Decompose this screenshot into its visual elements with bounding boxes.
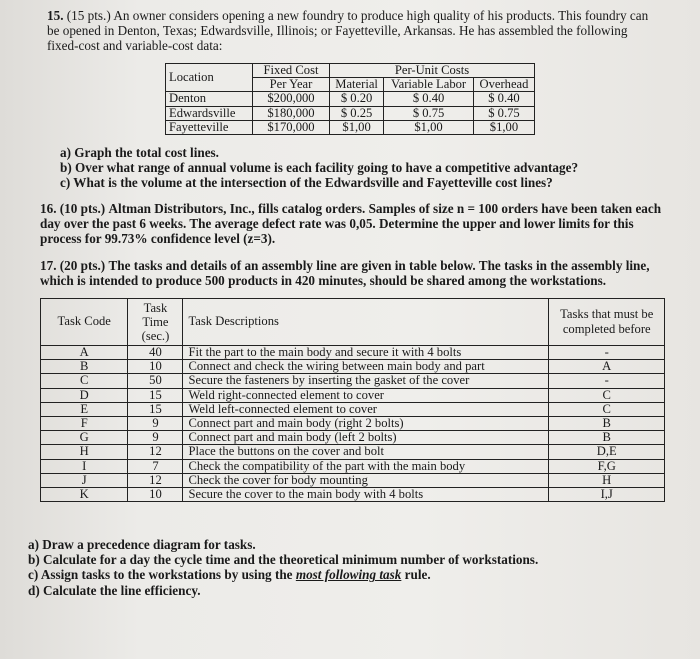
cell-labor: $ 0.75 — [384, 106, 474, 120]
question-17-item-c-after: rule. — [404, 567, 431, 583]
question-17-item-c-before: c) Assign tasks to the workstations by using the — [28, 567, 293, 583]
header-variable-labor: Variable Labor — [384, 78, 474, 92]
cell-overhead: $1,00 — [473, 120, 534, 134]
cell-location: Fayetteville — [166, 120, 253, 134]
task-time-cell: 15 — [128, 388, 183, 402]
cell-material: $ 0.25 — [330, 106, 384, 120]
cell-overhead: $ 0.75 — [473, 106, 534, 120]
question-15-text — [47, 8, 662, 54]
task-time-cell: 40 — [128, 346, 183, 360]
task-code-cell: A — [41, 346, 128, 360]
table-row — [41, 346, 665, 360]
task-code-cell: F — [41, 417, 128, 431]
question-17-item-c — [28, 567, 648, 582]
task-time-cell: 12 — [128, 445, 183, 459]
question-17-text — [40, 258, 675, 288]
task-time-cell: 10 — [128, 488, 183, 502]
task-time-cell: 15 — [128, 402, 183, 416]
question-15-points: (15 pts.) — [66, 8, 111, 23]
task-code-cell: C — [41, 374, 128, 388]
question-17-item-a: a) Draw a precedence diagram for tasks. — [28, 537, 256, 552]
header-task-time — [128, 299, 183, 346]
task-code-cell: E — [41, 402, 128, 416]
question-16-body: Altman Distributors, Inc., fills catalog orders. Samples of size n = 100 orders have been taken each day over the past 6 weeks. The average defect rate was 0,05. Determine the upper and lower limits for this process for 99.73% confidence level (z=3). — [40, 201, 662, 247]
table-row — [41, 360, 665, 374]
header-predecessors — [549, 299, 665, 346]
task-time-cell: 9 — [128, 431, 183, 445]
task-description-cell: Check the compatibility of the part with the main body — [183, 459, 549, 473]
task-code-cell: J — [41, 473, 128, 487]
task-predecessor-cell: C — [549, 402, 665, 416]
header-task-time-line2: Time — [142, 315, 169, 329]
task-description-cell: Secure the fasteners by inserting the gasket of the cover — [183, 374, 549, 388]
cell-location: Denton — [166, 92, 253, 106]
header-fixed-cost-line1: Fixed Cost — [263, 63, 319, 78]
table-row — [41, 402, 665, 416]
header-task-code: Task Code — [41, 299, 128, 346]
header-task-time-line3: (sec.) — [141, 329, 170, 343]
task-code-cell: K — [41, 488, 128, 502]
task-time-cell: 7 — [128, 459, 183, 473]
assembly-task-table — [40, 298, 665, 502]
task-time-cell: 12 — [128, 473, 183, 487]
task-predecessor-cell: B — [549, 417, 665, 431]
table-row — [41, 488, 665, 502]
task-predecessor-cell: - — [549, 374, 665, 388]
question-17-item-d: d) Calculate the line efficiency. — [28, 582, 201, 598]
cell-material: $ 0.20 — [330, 92, 384, 106]
header-material: Material — [330, 78, 384, 92]
header-task-descriptions: Task Descriptions — [183, 299, 549, 346]
table-row — [41, 417, 665, 431]
cell-fixed: $180,000 — [253, 106, 330, 120]
header-task-time-line1: Task — [143, 301, 168, 315]
question-16-number: 16. — [40, 201, 57, 216]
header-fixed-cost — [253, 64, 330, 78]
task-description-cell: Connect part and main body (left 2 bolts) — [183, 431, 549, 445]
question-15-body: An owner considers opening a new foundry to produce high quality of his products. This foundry can be opened in Denton, Texas; Edwardsville, Illinois; or Fayetteville, Arkansas. He has assembled the following fixed-cost and variable-cost data: — [47, 8, 649, 54]
task-code-cell: D — [41, 388, 128, 402]
task-time-cell: 50 — [128, 374, 183, 388]
cell-location: Edwardsville — [166, 106, 253, 120]
table-row — [166, 106, 535, 120]
task-predecessor-cell: C — [549, 388, 665, 402]
question-15-item-c: c) What is the volume at the intersection of the Edwardsville and Fayetteville cost lines? — [60, 175, 553, 191]
cell-fixed: $170,000 — [253, 120, 330, 134]
task-predecessor-cell: I,J — [549, 488, 665, 502]
task-predecessor-cell: F,G — [549, 459, 665, 473]
table-row — [41, 473, 665, 487]
task-code-cell: H — [41, 445, 128, 459]
cell-fixed: $200,000 — [253, 92, 330, 106]
task-description-cell: Weld right-connected element to cover — [183, 388, 549, 402]
question-17-subitems — [28, 537, 648, 598]
cell-material: $1,00 — [330, 120, 384, 134]
header-per-year: Per Year — [253, 78, 330, 92]
table-row — [41, 374, 665, 388]
task-description-cell: Connect and check the wiring between main body and part — [183, 360, 549, 374]
cell-labor: $ 0.40 — [384, 92, 474, 106]
task-description-cell: Connect part and main body (right 2 bolts) — [183, 417, 549, 431]
header-location: Location — [166, 64, 253, 92]
header-overhead: Overhead — [473, 78, 534, 92]
question-16-points: (10 pts.) — [59, 201, 106, 216]
question-17-item-c-emphasis: most following task — [295, 567, 402, 583]
question-15-subitems — [60, 145, 660, 191]
table-row — [166, 92, 535, 106]
header-predecessors-line1: Tasks that must be — [560, 307, 654, 321]
question-17-item-b: b) Calculate for a day the cycle time and the theoretical minimum number of workstations. — [28, 552, 539, 568]
question-15-number: 15. — [47, 8, 64, 23]
task-description-cell: Place the buttons on the cover and bolt — [183, 445, 549, 459]
question-15-item-a: a) Graph the total cost lines. — [60, 145, 219, 160]
question-15-item-b: b) Over what range of annual volume is each facility going to have a competitive advantage? — [60, 160, 579, 176]
task-description-cell: Fit the part to the main body and secure it with 4 bolts — [183, 346, 549, 360]
header-per-unit-costs: Per-Unit Costs — [330, 64, 535, 78]
task-description-cell: Weld left-connected element to cover — [183, 402, 549, 416]
cell-overhead: $ 0.40 — [473, 92, 534, 106]
table-row — [41, 459, 665, 473]
task-predecessor-cell: - — [549, 346, 665, 360]
task-predecessor-cell: A — [549, 360, 665, 374]
task-description-cell: Secure the cover to the main body with 4 bolts — [183, 488, 549, 502]
table-row — [41, 388, 665, 402]
task-time-cell: 9 — [128, 417, 183, 431]
question-17-points: (20 pts.) — [59, 258, 106, 273]
task-predecessor-cell: D,E — [549, 445, 665, 459]
question-17-number: 17. — [40, 258, 57, 273]
task-code-cell: G — [41, 431, 128, 445]
table-row — [166, 120, 535, 134]
task-time-cell: 10 — [128, 360, 183, 374]
task-description-cell: Check the cover for body mounting — [183, 473, 549, 487]
table-row — [41, 431, 665, 445]
task-predecessor-cell: B — [549, 431, 665, 445]
header-predecessors-line2: completed before — [562, 322, 651, 336]
task-rows — [41, 346, 665, 502]
foundry-cost-table — [165, 63, 535, 135]
question-17-body: The tasks and details of an assembly line are given in table below. The tasks in the assembly line, which is intended to produce 500 products in 420 minutes, should be shared among the workstations. — [40, 258, 650, 289]
task-code-cell: B — [41, 360, 128, 374]
table-row — [41, 445, 665, 459]
cell-labor: $1,00 — [384, 120, 474, 134]
task-code-cell: I — [41, 459, 128, 473]
question-16-text — [40, 201, 665, 247]
task-predecessor-cell: H — [549, 473, 665, 487]
